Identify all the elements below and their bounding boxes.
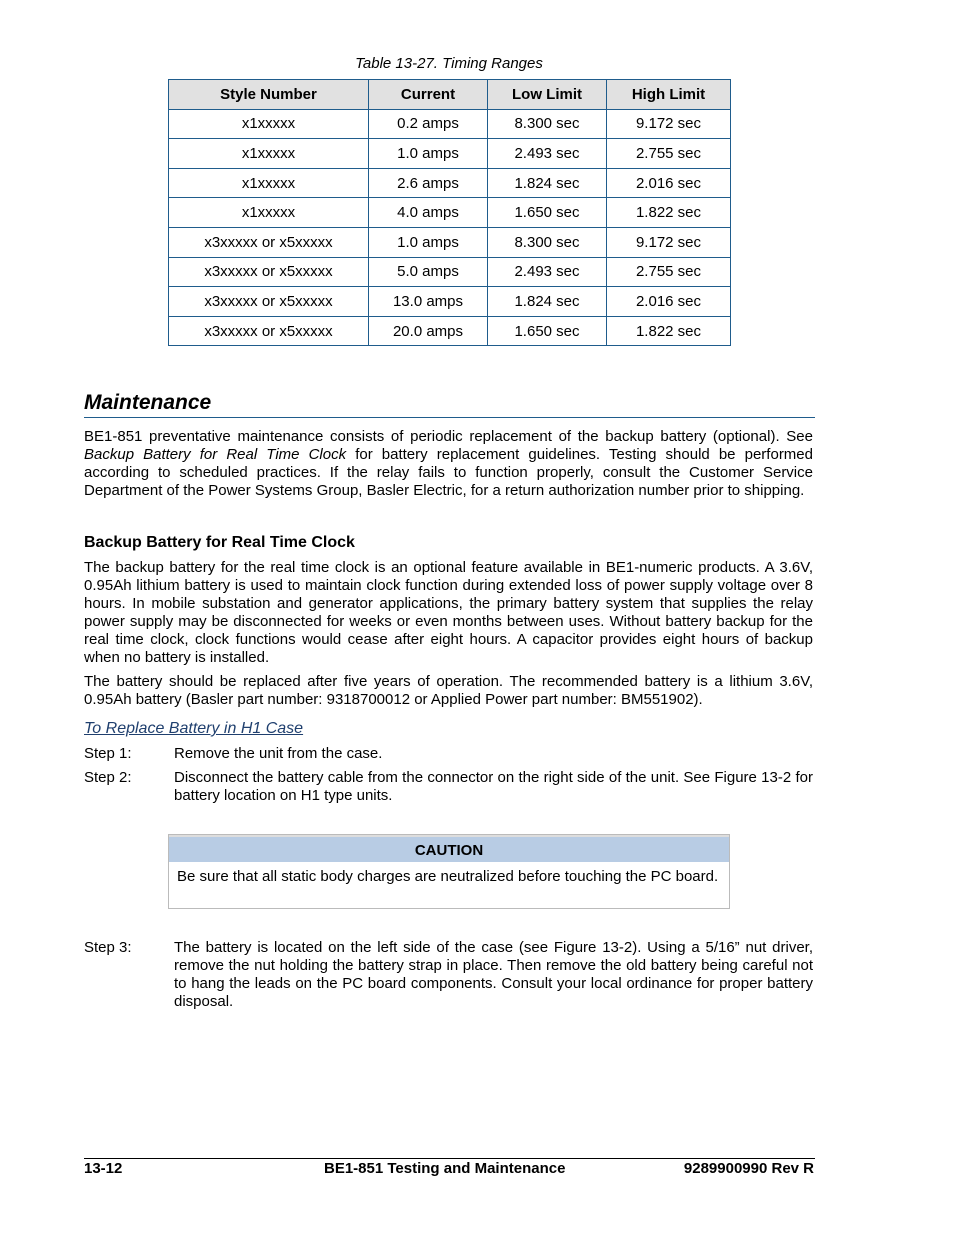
step-3 [84,939,813,1011]
footer-page-number: 13-12 [84,1160,123,1177]
cell-current: 1.0 amps [369,139,488,169]
step-text: Disconnect the battery cable from the connector on the right side of the unit. See Figure 13-2 for battery location on H1 type units. [174,769,813,804]
table-row [169,168,731,198]
subsection-heading-backup-battery: Backup Battery for Real Time Clock [84,534,355,551]
cell-style-number: x1xxxxx [169,109,369,139]
step-2 [84,769,813,805]
cell-low-limit: 1.824 sec [488,168,607,198]
step-text: The battery is located on the left side of the case (see Figure 13-2). Using a 5/16” nut driver, remove the nut holding the battery strap in place. Then remove the old battery being careful not to hang the leads on the PC board components. Consult your local ordinance for proper battery disposal. [174,939,813,1010]
maintenance-text-b: for battery replacement guidelines. Testing should be performed according to scheduled practices. If the relay fails to function properly, consult the Customer Service Department of the Power Systems Group, Basler Electric, for a return authorization number prior to shipping. [84,446,813,499]
cell-low-limit: 1.650 sec [488,198,607,228]
cell-low-limit: 8.300 sec [488,109,607,139]
cell-style-number: x1xxxxx [169,139,369,169]
cell-high-limit: 9.172 sec [607,227,731,257]
cell-style-number: x3xxxxx or x5xxxxx [169,287,369,317]
step-label: Step 1: [84,745,132,762]
footer-document-number: 9289900990 Rev R [683,1160,814,1177]
step-1 [84,745,813,763]
backup-battery-reference: Backup Battery for Real Time Clock [84,446,347,463]
cell-current: 1.0 amps [369,227,488,257]
step-text: Remove the unit from the case. [174,745,383,762]
maintenance-text-a: BE1-851 preventative maintenance consists of periodic replacement of the backup battery (optional). See [84,428,813,445]
cell-high-limit: 2.016 sec [607,168,731,198]
table-header-row [169,80,731,110]
cell-low-limit: 2.493 sec [488,139,607,169]
procedure-heading-replace-battery: To Replace Battery in H1 Case [84,720,304,737]
table-row [169,227,731,257]
cell-current: 4.0 amps [369,198,488,228]
caution-title: CAUTION [169,835,729,862]
footer-divider [84,1158,815,1159]
cell-high-limit: 1.822 sec [607,198,731,228]
cell-style-number: x1xxxxx [169,168,369,198]
cell-high-limit: 2.755 sec [607,139,731,169]
cell-current: 5.0 amps [369,257,488,287]
cell-high-limit: 9.172 sec [607,109,731,139]
section-heading-maintenance: Maintenance [84,390,815,418]
cell-low-limit: 1.650 sec [488,316,607,346]
cell-low-limit: 2.493 sec [488,257,607,287]
table-row [169,257,731,287]
cell-current: 0.2 amps [369,109,488,139]
maintenance-paragraph [84,428,813,500]
header-low-limit: Low Limit [488,80,607,110]
header-style-number: Style Number [169,80,369,110]
header-current: Current [369,80,488,110]
cell-current: 20.0 amps [369,316,488,346]
table-caption: Table 13-27. Timing Ranges [355,55,543,72]
backup-battery-paragraph-1: The backup battery for the real time clock is an optional feature available in BE1-numeric products. A 3.6V, 0.95Ah lithium battery is used to maintain clock function during extended loss of power supply voltage over 8 hours. In mobile substation and generator applications, the primary battery system that supplies the relay power supply may be disconnected for weeks or even months between uses. Without battery backup for the real time clock, clock functions would cease after eight hours. A capacitor provides eight hours of backup when no battery is installed. [84,559,813,666]
cell-style-number: x3xxxxx or x5xxxxx [169,227,369,257]
cell-high-limit: 1.822 sec [607,316,731,346]
cell-style-number: x3xxxxx or x5xxxxx [169,257,369,287]
timing-ranges-table [168,79,731,346]
cell-low-limit: 8.300 sec [488,227,607,257]
table-row [169,109,731,139]
header-high-limit: High Limit [607,80,731,110]
cell-low-limit: 1.824 sec [488,287,607,317]
cell-current: 13.0 amps [369,287,488,317]
cell-high-limit: 2.755 sec [607,257,731,287]
cell-style-number: x1xxxxx [169,198,369,228]
table-row [169,198,731,228]
cell-style-number: x3xxxxx or x5xxxxx [169,316,369,346]
caution-box [168,834,730,909]
cell-current: 2.6 amps [369,168,488,198]
footer-document-title: BE1-851 Testing and Maintenance [324,1160,566,1177]
step-label: Step 2: [84,769,132,786]
table-row [169,287,731,317]
backup-battery-paragraph-2: The battery should be replaced after five years of operation. The recommended battery is a lithium 3.6V, 0.95Ah battery (Basler part number: 9318700012 or Applied Power part number: BM551902). [84,673,813,708]
cell-high-limit: 2.016 sec [607,287,731,317]
table-row [169,316,731,346]
caution-text: Be sure that all static body charges are neutralized before touching the PC board. [177,868,719,885]
table-row [169,139,731,169]
step-label: Step 3: [84,939,132,956]
